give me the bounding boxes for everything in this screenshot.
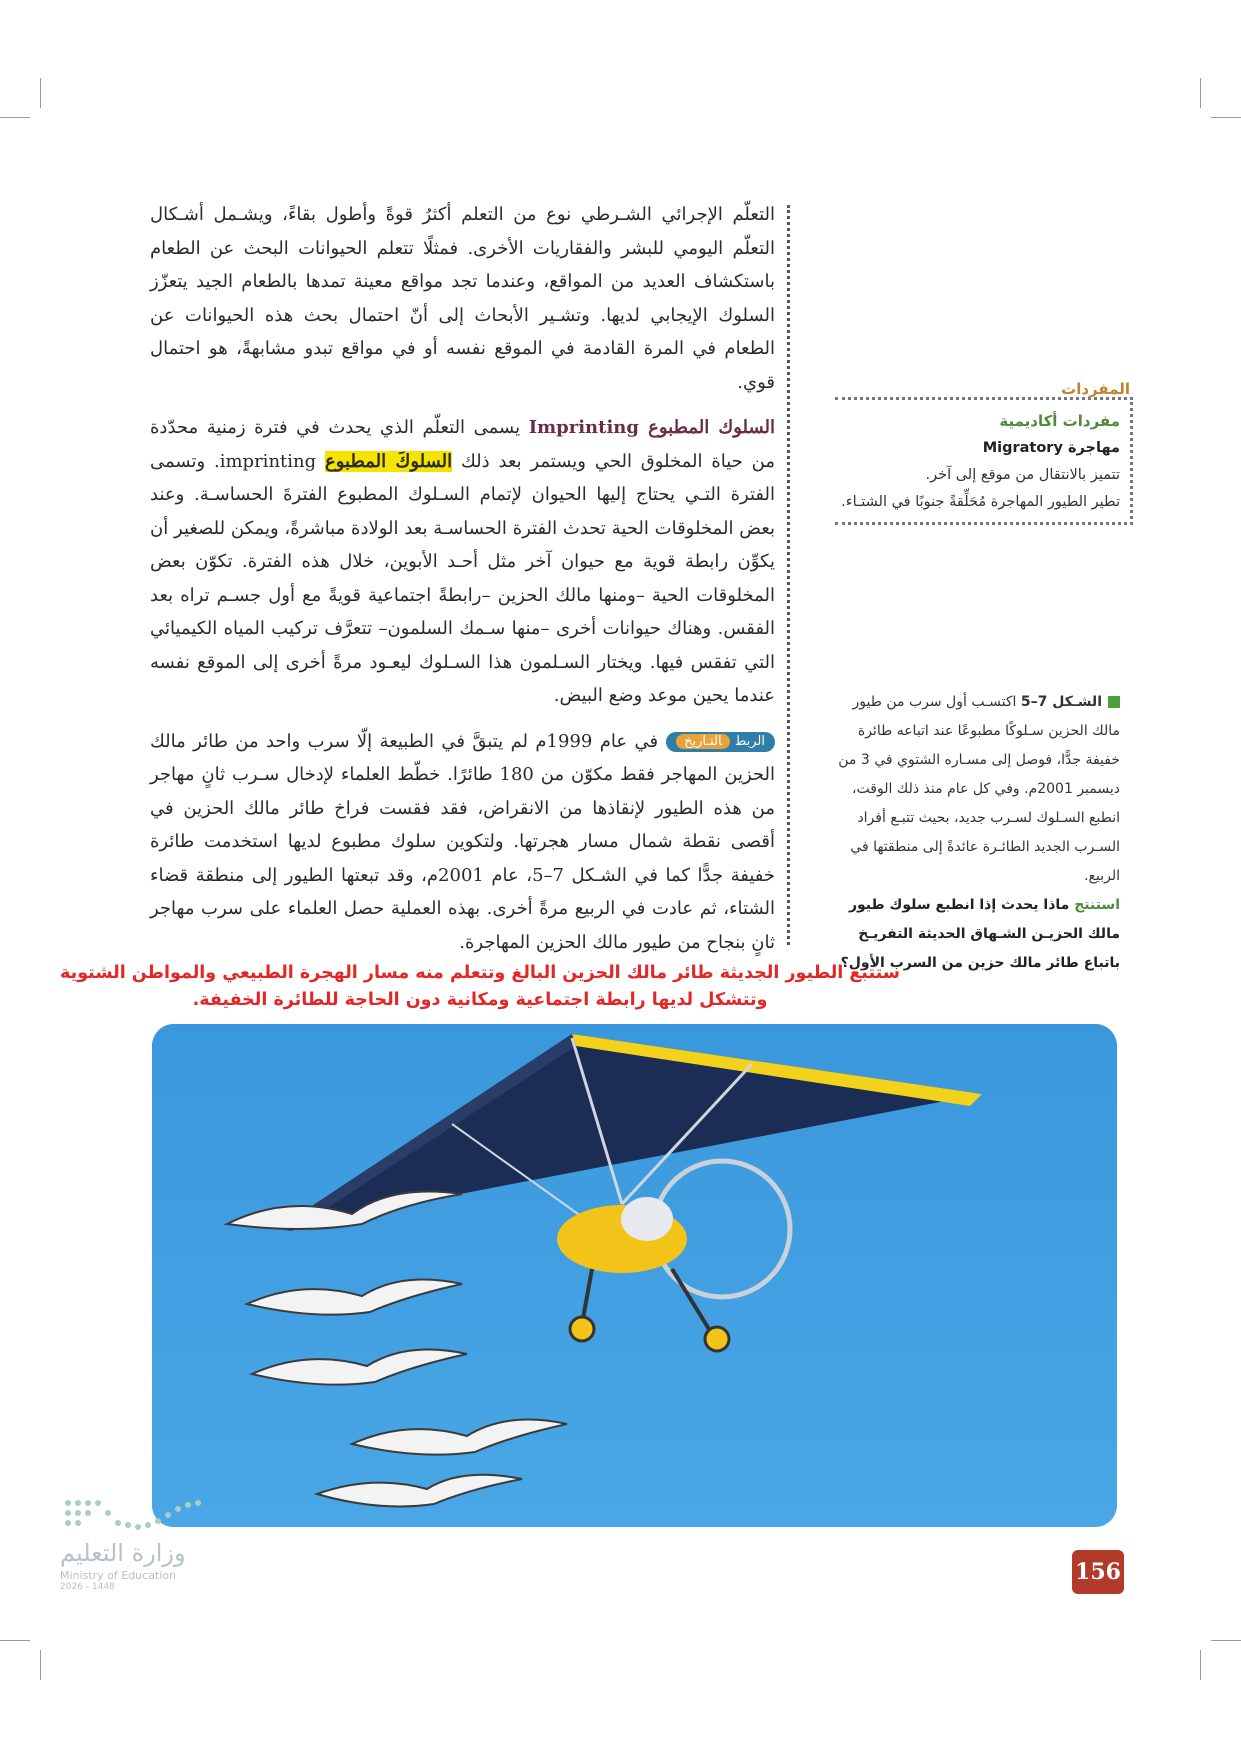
- question-text: ماذا يحدث إذا انطبع سلوك طيور مالك الحزيـن الشـهاق الحديثة التفريـخ باتباع طائر مالك حزين من السرب الأول؟: [840, 897, 1120, 971]
- main-text-column: [150, 198, 775, 971]
- answer-text: ستتبع الطيور الجديثة طائر مالك الحزين البالغ وتتعلم منه مسار الهجرة الطبيعي والمواطن الشتوية وتتشكل لديها رابطة اجتماعية ومكانية دون الحاجة للطائرة الخفيفة.: [60, 963, 900, 1010]
- link-label: الربط: [735, 733, 765, 749]
- ministry-dots-logo-icon: [60, 1495, 210, 1535]
- imprinting-term: السلوك المطبوع Imprinting: [528, 417, 775, 438]
- figure-caption: [835, 688, 1120, 978]
- ultralight-cranes-photo: [152, 1024, 1117, 1527]
- crop-mark: [1211, 117, 1241, 118]
- paragraph-history-link: [150, 725, 775, 960]
- paragraph-operant-conditioning: التعلّم الإجرائي الشـرطي نوع من التعلم أكثرُ قوةً وأطول بقاءً، ويشـمل أشـكال التعلّم اليومي للبشر والفقاريات الأخرى. فمثلًا تتعلم الحيوانات البحث عن الطعام باستكشاف العديد من المواقع، وعندما تجد مواقع معينة تمدها بالطعام الجيد يتعزّز السلوك الإيجابي لديها. وتشـير الأبحاث إلى أنّ احتمال بحث هذه الحيوانات عن الطعام في المرة القادمة في الموقع نفسه أو في مواقع تبدو مشابهةً، هو احتمال قوي.: [150, 204, 775, 393]
- figure-label: الشـكل 7–5: [1020, 694, 1102, 710]
- crop-mark: [1211, 1640, 1241, 1641]
- ministry-name-en: Ministry of Education: [60, 1569, 177, 1582]
- vocabulary-term: مهاجرة Migratory: [982, 440, 1120, 456]
- page-number: 156: [1072, 1550, 1124, 1594]
- paragraph-imprinting: [150, 411, 775, 713]
- ministry-of-education-logo: [60, 1495, 240, 1592]
- vocabulary-subheading: مفردات أكاديمية: [999, 412, 1120, 430]
- crop-mark: [0, 1640, 30, 1641]
- link-tag: التـاريخ: [676, 734, 730, 749]
- imprinting-text-b: imprinting. وتسمى الفترة التـي يحتاج إليها الحيوان لإتمام السـلوك المطبوع الفترةَ الحساسـة. وعند بعض المخلوقات الحية تحدث الفترة الحساسـة بعد الولادة مباشرةً، ويمكن للصغير أن يكوِّن رابطة قوية مع حيوان آخر مثل أحـد الأبوين، خلال هذه الفترة. تكوّن بعض المخلوقات الحية –ومنها مالك الحزين –رابطةً اجتماعية قويةً مع أول جسـم تراه بعد الفقس. وهناك حيوانات أخرى –منها سـمك السلمون– تتعرَّف تركيب المياه الكيميائي التي تفقس فيها. ويختار السـلمون هذا السـلوك ليعـود مرةً أخرى إلى الموقع نفسه عندما يحين موعد وضع البيض.: [150, 450, 775, 706]
- crop-mark: [1200, 1650, 1201, 1680]
- crop-mark: [0, 117, 30, 118]
- ministry-year: 2026 - 1448: [60, 1582, 115, 1592]
- column-divider: [787, 205, 790, 945]
- vocabulary-example: تطير الطيور المهاجرة مُحَلِّقةً جنوبًا في الشتـاء.: [841, 494, 1120, 510]
- ministry-name-ar: وزارة التعليم: [60, 1539, 186, 1567]
- crop-mark: [40, 1650, 41, 1680]
- square-bullet-icon: [1108, 696, 1120, 708]
- vocabulary-definition: تتميز بالانتقال من موقع إلى آخر.: [925, 467, 1120, 483]
- imprinting-highlight: السلوكَ المطبوع: [325, 450, 453, 472]
- figure-caption-text: اكتسـب أول سرب من طيور مالك الحزين سـلوكًا مطبوعًا عند اتباعه طائرة خفيفة جدًّا، فوصل إلى مسـاره الشتوي في 3 من ديسمبر 2001م. وفي كل عام منذ ذلك الوقت، انطبع السـلوك لسـرب جديد، بحيث تتبـع أفراد السـرب الجديد الطائـرة عائدةً إلى منطقتها في الربيع.: [838, 694, 1120, 884]
- imprinting-text-a: يسمى التعلّم الذي يحدث في فترة زمنية محدّدة من حياة المخلوق الحي ويستمر بعد ذلك: [150, 417, 775, 472]
- crop-mark: [1200, 78, 1201, 108]
- history-link-badge: [666, 732, 775, 752]
- question-hint: استنتج: [1074, 897, 1120, 913]
- crop-mark: [40, 78, 41, 108]
- vocabulary-box: [835, 380, 1133, 525]
- photo-illustration: [152, 1024, 1117, 1527]
- vocabulary-heading: المفردات: [1061, 380, 1130, 398]
- history-text: في عام 1999م لم يتبقَّ في الطبيعة إلّا سرب واحد من طائر مالك الحزين المهاجر فقط مكوّن من 180 طائرًا. خطّط العلماء لإدخال سـرب ثانٍ مهاجر من هذه الطيور لإنقاذها من الانقراض، فقد فقست فراخ طائر مالك الحزين في أقصى نقطة شمال مسار هجرتها. ولتكوين سلوك مطبوع لديها استخدمت طائرة خفيفة جدًّا كما في الشـكل 7–5، عام 2001م، وقد تبعتها الطيور إلى منطقة قضاء الشتاء، ثم عادت في الربيع مرةً أخرى. بهذه العملية حصل العلماء على سرب مهاجر ثانٍ بنجاح من طيور مالك الحزين المهاجرة.: [150, 730, 776, 953]
